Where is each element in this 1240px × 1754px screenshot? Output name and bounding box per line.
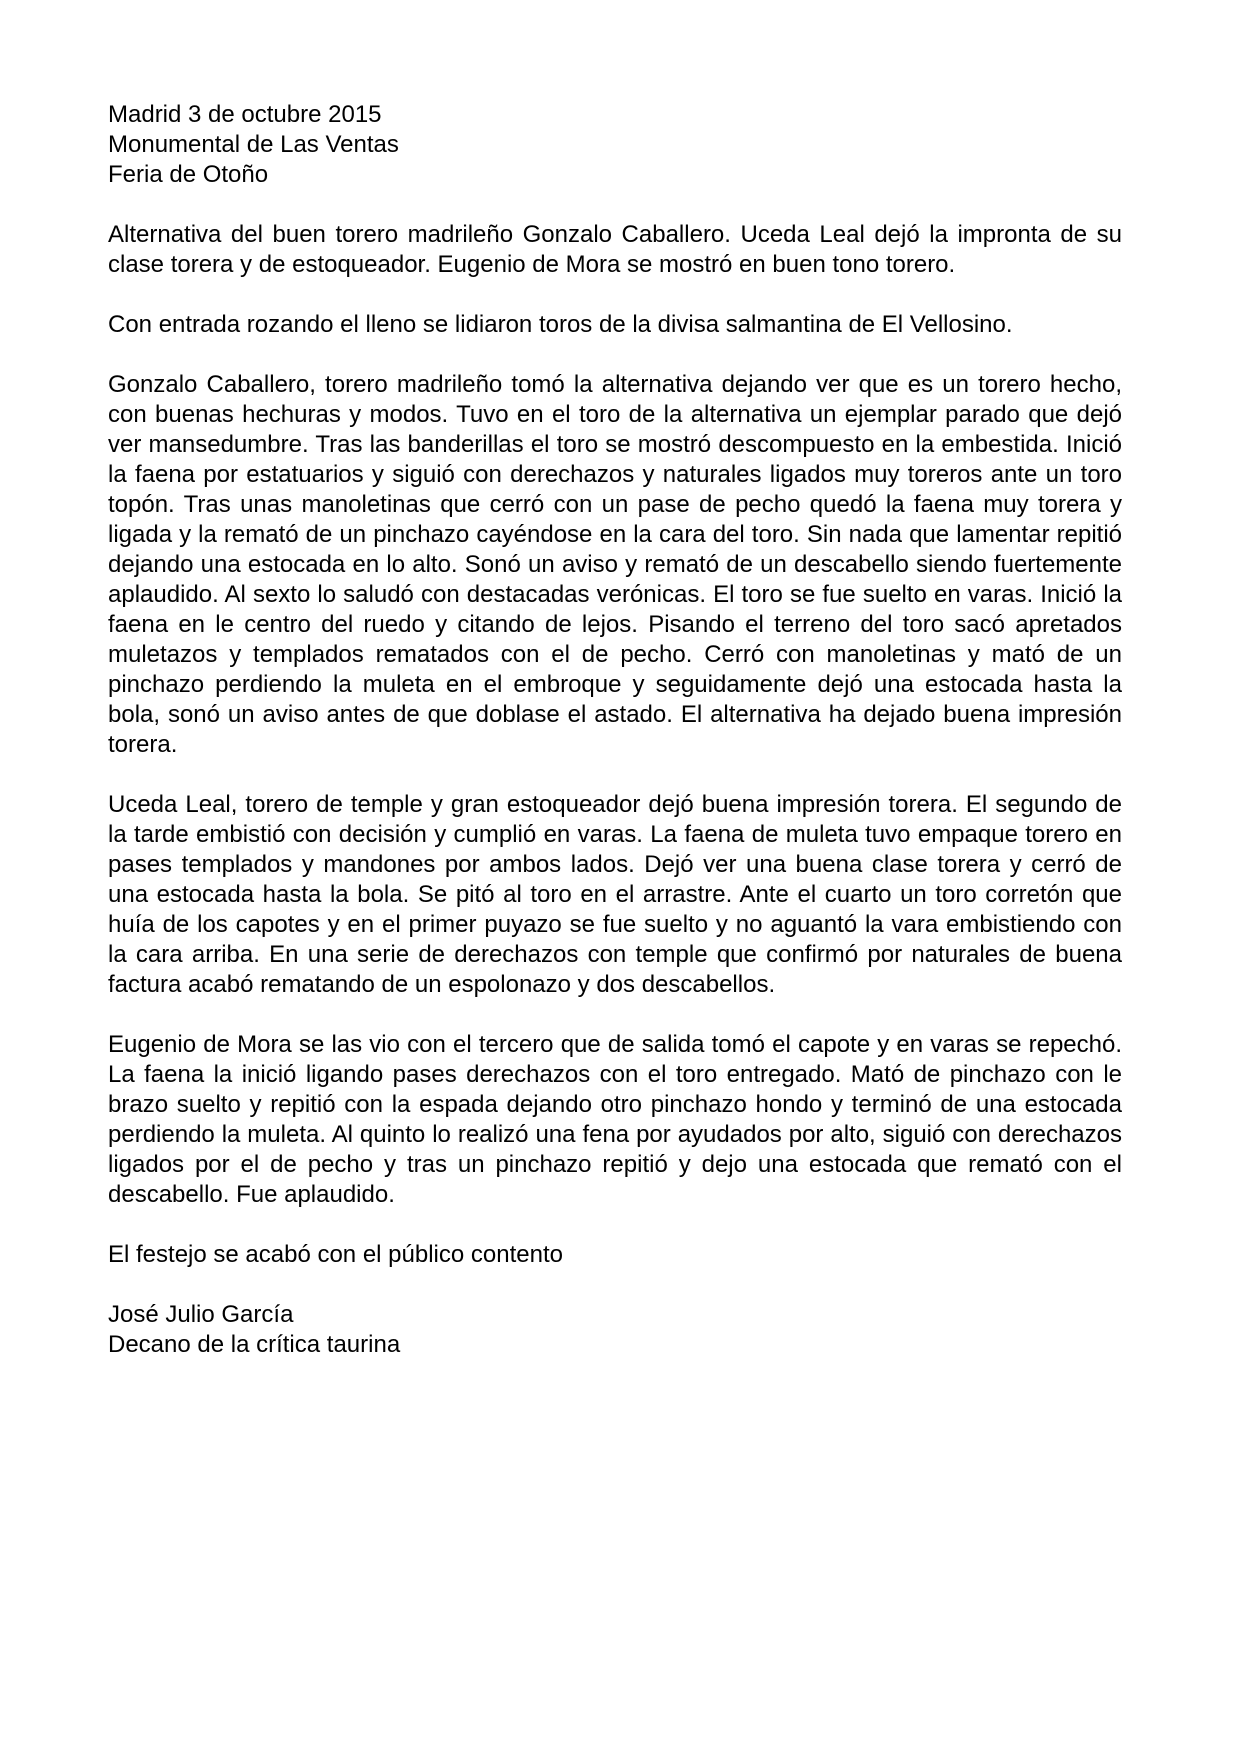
letter-event-line: Feria de Otoño — [108, 161, 269, 188]
letter-signature — [108, 1300, 1122, 1360]
letter-date-line: Madrid 3 de octubre 2015 — [108, 101, 382, 128]
paragraph-gonzalo-caballero: Gonzalo Caballero, torero madrileño tomó la alternativa dejando ver que es un torero hecho, con buenas hechuras y modos. Tuvo en el toro de la alternativa un ejemplar parado que dejó ver mansedumbre. Tras las banderillas el toro se mostró descompuesto en la embestida. Inició la faena por estatuarios y siguió con derechazos y naturales ligados muy toreros ante un toro topón. Tras unas manoletinas que cerró con un pase de pecho quedó la faena muy torera y ligada y la remató de un pinchazo cayéndose en la cara del toro. Sin nada que lamentar repitió dejando una estocada en lo alto. Sonó un aviso y remató de un descabello siendo fuertemente aplaudido. Al sexto lo saludó con destacadas verónicas. El toro se fue suelto en varas. Inició la faena en le centro del ruedo y citando de lejos. Pisando el terreno del toro sacó apretados muletazos y templados rematados con el de pecho. Cerró con manoletinas y mató de un pinchazo perdiendo la muleta en el embroque y seguidamente dejó una estocada hasta la bola, sonó un aviso antes de que doblase el astado. El alternativa ha dejado buena impresión torera. — [108, 371, 1122, 758]
paragraph-uceda-leal: Uceda Leal, torero de temple y gran estoqueador dejó buena impresión torera. El segundo de la tarde embistió con decisión y cumplió en varas. La faena de muleta tuvo empaque torero en pases templados y mandones por ambos lados. Dejó ver una buena clase torera y cerró de una estocada hasta la bola. Se pitó al toro en el arrastre. Ante el cuarto un toro corretón que huía de los capotes y en el primer puyazo se fue suelto y no aguantó la vara embistiendo con la cara arriba. En una serie de derechazos con temple que confirmó por naturales de buena factura acabó rematando de un espolonazo y dos descabellos. — [108, 791, 1122, 998]
paragraph-eugenio-de-mora: Eugenio de Mora se las vio con el tercero que de salida tomó el capote y en varas se repechó. La faena la inició ligando pases derechazos con el toro entregado. Mató de pinchazo con le brazo suelto y repitió con la espada dejando otro pinchazo hondo y terminó de una estocada perdiendo la muleta. Al quinto lo realizó una fena por ayudados por alto, siguió con derechazos ligados por el de pecho y tras un pinchazo repitió y dejo una estocada que remató con el descabello. Fue aplaudido. — [108, 1031, 1122, 1208]
signature-name: José Julio García — [108, 1301, 294, 1328]
paragraph-attendance: Con entrada rozando el lleno se lidiaron toros de la divisa salmantina de El Vellosino. — [108, 311, 1013, 338]
paragraph-closing: El festejo se acabó con el público contento — [108, 1241, 563, 1268]
signature-title: Decano de la crítica taurina — [108, 1331, 401, 1358]
letter-venue-line: Monumental de Las Ventas — [108, 131, 399, 158]
paragraph-lede: Alternativa del buen torero madrileño Gonzalo Caballero. Uceda Leal dejó la impronta de su clase torera y de estoqueador. Eugenio de Mora se mostró en buen tono torero. — [108, 221, 1122, 278]
letter-header — [108, 100, 1122, 190]
